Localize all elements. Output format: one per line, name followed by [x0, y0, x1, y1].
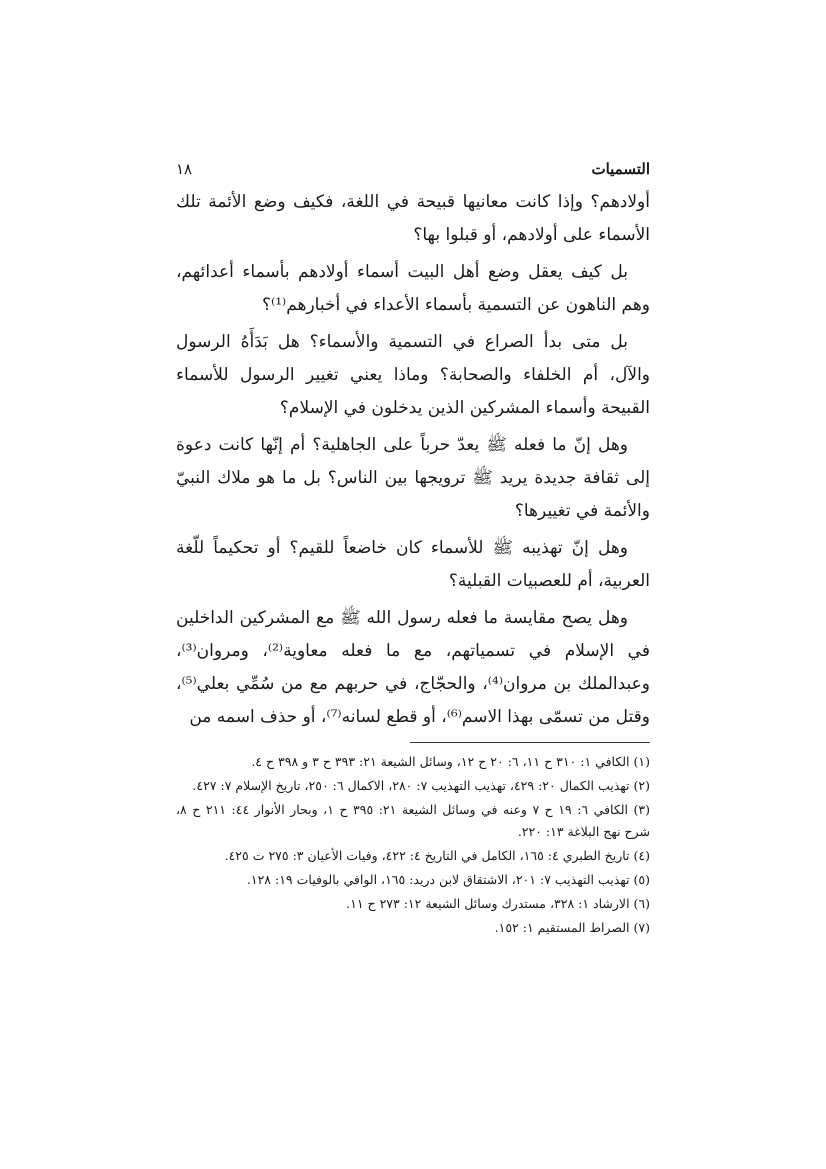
footnote: (٢) تهذيب الكمال ٢٠: ٤٢٩، تهذيب التهذيب ٧: ٢٨٠، الاكمال ٦: ٢٥٠، تاريخ الإسلام ٧: ٤٢٧. — [192, 778, 650, 793]
footnote: (٧) الصراط المستقيم ١: ١٥٢. — [494, 920, 650, 935]
footnote: (٥) تهذيب التهذيب ٧: ٢٠١، الاشتقاق لابن دريد: ١٦٥، الوافي بالوفيات ١٩: ١٢٨. — [246, 872, 650, 887]
running-header — [176, 160, 650, 186]
paragraph: بل كيف يعقل وضع أهل البيت أسماء أولادهم بأسماء أعدائهم، وهم الناهون عن التسمية بأسماء الأعداء في أخبارهم⁽¹⁾؟ — [176, 262, 650, 315]
paragraph: أولادهم؟ وإذا كانت معانيها قبيحة في اللغة، فكيف وضع الأئمة تلك الأسماء على أولادهم، أو قبلوا بها؟ — [176, 192, 650, 245]
section-title: التسميات — [591, 160, 650, 178]
body-text — [176, 186, 650, 734]
footnotes — [176, 751, 650, 939]
paragraph: وهل يصح مقايسة ما فعله رسول الله ﷺ مع المشركين الداخلين في الإسلام في تسمياتهم، مع ما فعله معاوية⁽²⁾، ومروان⁽³⁾، وعبدالملك بن مروان⁽⁴⁾، والحجّاج، في حربهم مع من سُمِّي بعلي⁽⁵⁾، وقتل من تسمّى بهذا الاسم⁽⁶⁾، أو قطع لسانه⁽⁷⁾، أو حذف اسمه من — [176, 608, 650, 727]
paragraph: بل متى بدأ الصراع في التسمية والأسماء؟ هل بَدَأَهُ الرسول والآل، أم الخلفاء والصحابة؟ وماذا يعني تغيير الرسول للأسماء القبيحة وأسماء المشركين الذين يدخلون في الإسلام؟ — [176, 332, 650, 418]
book-page — [176, 160, 650, 941]
footnote-divider — [410, 742, 650, 743]
footnote: (٤) تاريخ الطبري ٤: ١٦٥، الكامل في التاريخ ٤: ٤٢٢، وفيات الأعيان ٣: ٢٧٥ ت ٤٢٥. — [224, 848, 650, 863]
footnote: (٦) الارشاد ١: ٣٢٨، مستدرك وسائل الشيعة ١٢: ٢٧٣ ح ١١. — [346, 896, 650, 911]
paragraph: وهل إنّ ما فعله ﷺ يعدّ حرباً على الجاهلية؟ أم إنّها كانت دعوة إلى ثقافة جديدة يريد ﷺ ترويجها بين الناس؟ بل ما هو ملاك النبيّ والأئمة في تغييرها؟ — [176, 435, 650, 521]
paragraph: وهل إنّ تهذيبه ﷺ للأسماء كان خاضعاً للقيم؟ أو تحكيماً للّغة العربية، أم للعصبيات القبلية؟ — [176, 538, 650, 591]
footnote: (٣) الكافي ٦: ١٩ ح ٧ وعنه في وسائل الشيعة ٢١: ٣٩٥ ح ١، وبحار الأنوار ٤٤: ٢١١ ح ٨، شرح نهج البلاغة ١٣: ٢٢٠. — [176, 802, 651, 839]
page-number: ١٨ — [176, 160, 193, 178]
footnote: (١) الكافي ١: ٣١٠ ح ١١، ٦: ٢٠ ح ١٢، وسائل الشيعة ٢١: ٣٩٣ ح ٣ و ٣٩٨ ح ٤. — [251, 754, 650, 769]
